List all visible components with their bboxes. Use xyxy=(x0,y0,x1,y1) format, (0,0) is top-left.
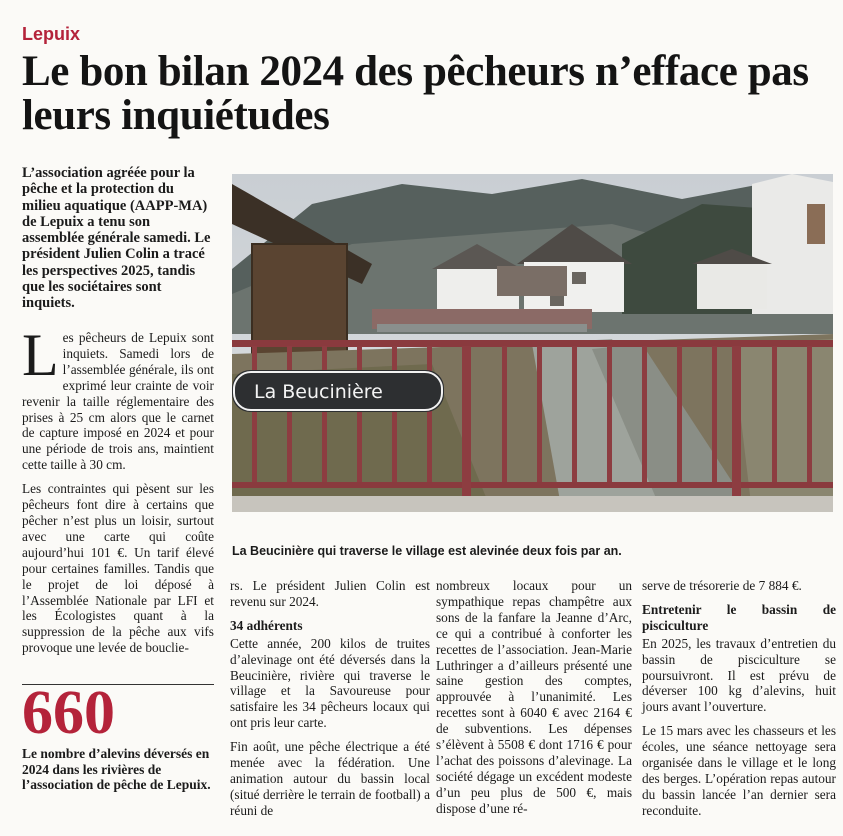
stat-caption: Le nombre d’alevins déversés en 2024 dans les rivières de l’association de pêche de Lepuix. xyxy=(22,746,211,792)
paragraph-3: rs. Le président Julien Colin est revenu sur 2024. xyxy=(230,578,430,609)
paragraph-4: Cette année, 200 kilos de truites d’alevinage ont été déversés dans la Beucinière, rivière qui traverse le village et la Savoureuse pour satisfaire les 34 pêcheurs locaux qui ont pris leur carte. xyxy=(230,635,430,731)
paragraph-6: nombreux locaux pour un sympathique repas champêtre aux sons de la fanfare la Jeanne d’Arc, ce qui a contribué à conforter les recettes de l’association. Jean-Marie Luthringer a d’ailleurs présenté une saine gestion des comptes, approuvée à l’unanimité. Les recettes sont à 6040 € avec 2164 € de subventions. Les dépenses s’élèvent à 5508 € dont 1716 € pour l’achat des poissons d’alevinage. La société dégage un excédent modeste d’un peu plus de 500 €, mais dispose d’une ré- xyxy=(436,578,632,816)
column-2 xyxy=(230,578,430,827)
paragraph-1: es pêcheurs de Lepuix sont inquiets. Samedi lors de l’assemblée générale, ils ont exprimé leur crainte de voir revenir la taille réglementaire des prises à 25 cm alors que le carnet de capture imposé en 2024 et pour une période de trois ans, maintient cette taille à 30 cm. xyxy=(22,330,214,473)
paragraph-9: Le 15 mars avec les chasseurs et les écoles, une séance nettoyage sera organisée dans le village et le long des berges. L’opération repas autour du bassin lancée l’an dernier sera reconduite. xyxy=(642,723,836,818)
photo-caption: La Beucinière qui traverse le village est alevinée deux fois par an. xyxy=(232,544,622,558)
stat-number: 660 xyxy=(22,679,115,747)
paragraph-2: Les contraintes qui pèsent sur les pêcheurs font dire à certains que pêcher n’est plus un loisir, surtout avec une carte qui coûte aujourd’hui 101 €. Un tarif élevé pour certaines familles. Tandis que le projet de loi déposé à l’Assemblée Nationale par LFI et les Écologistes quant à la suppression de la pêche aux vifs provoque une levée de bouclie- xyxy=(22,481,214,656)
column-3 xyxy=(436,578,632,825)
photo-illustration xyxy=(232,174,833,512)
paragraph-5: Fin août, une pêche électrique a été menée avec la fédération. Une animation autour du bassin local (situé derrière le terrain de football) a réuni de xyxy=(230,739,430,818)
paragraph-7: serve de trésorerie de 7 884 €. xyxy=(642,578,802,593)
photo xyxy=(232,174,833,512)
sign-text: La Beucinière xyxy=(254,381,383,403)
drop-cap: L xyxy=(22,322,59,388)
column-1 xyxy=(22,322,214,664)
paragraph-8: En 2025, les travaux d’entretien du bassin de pisciculture se poursuivront. Il est prévu de déverser 100 kg d’alevins, huit jours avant l’ouverture. xyxy=(642,635,836,715)
subhead-adherents: 34 adhérents xyxy=(230,617,303,633)
headline: Le bon bilan 2024 des pêcheurs n’efface pas leurs inquiétudes xyxy=(22,48,809,139)
column-4 xyxy=(642,578,836,827)
subhead-bassin: Entretenir le bassin de pisciculture xyxy=(642,601,836,633)
lede: L’association agréée pour la pêche et la protection du milieu aquatique (AAPP-MA) de Lepuix a tenu son assemblée générale samedi. Le président Julien Colin a tracé les perspectives 2025, tandis que les sociétaires sont inquiets. xyxy=(22,165,211,312)
section-kicker: Lepuix xyxy=(22,24,81,44)
